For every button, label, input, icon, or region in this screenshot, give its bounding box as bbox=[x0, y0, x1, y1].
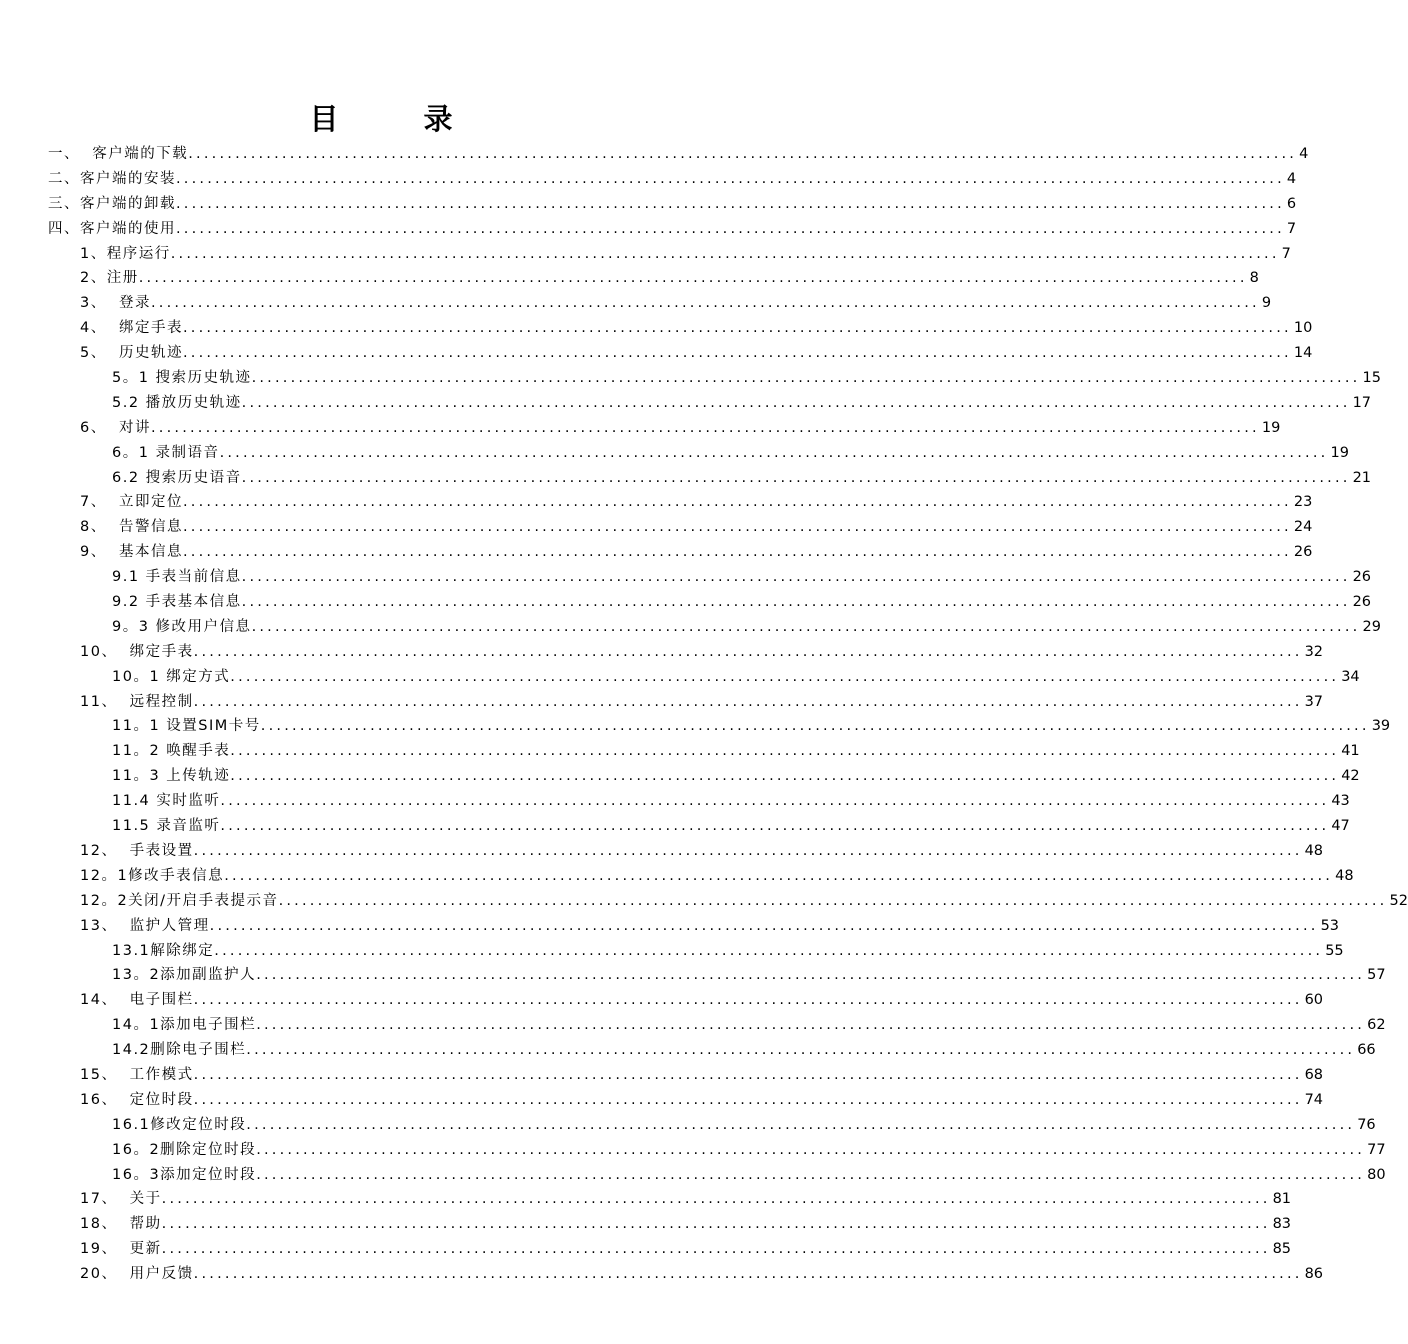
toc-entry[interactable] bbox=[80, 416, 1281, 441]
toc-entry-label: 二、客户端的安装 bbox=[48, 170, 176, 187]
toc-page-number: 21 bbox=[1352, 469, 1372, 486]
toc-entry-label: 5.2 播放历史轨迹 bbox=[112, 394, 242, 411]
toc-leader-dots: .............................................................................................................................................. bbox=[278, 892, 1388, 909]
toc-entry[interactable] bbox=[80, 515, 1313, 540]
toc-page-number: 68 bbox=[1304, 1066, 1324, 1083]
toc-entry[interactable] bbox=[80, 341, 1313, 366]
toc-leader-dots: .............................................................................................................................................. bbox=[246, 1116, 1356, 1133]
toc-leader-dots: .............................................................................................................................................. bbox=[241, 569, 1351, 586]
toc-entry[interactable] bbox=[112, 565, 1372, 590]
toc-entry-label: 12、 手表设置 bbox=[80, 842, 194, 859]
toc-entry-label: 11.5 录音监听 bbox=[112, 818, 221, 835]
toc-page-number: 19 bbox=[1330, 444, 1349, 461]
toc-page-number: 81 bbox=[1272, 1191, 1292, 1208]
toc-leader-dots: .............................................................................................................................................. bbox=[182, 345, 1292, 362]
toc-page-number: 15 bbox=[1362, 370, 1381, 387]
toc-entry-label: 9、 基本信息 bbox=[80, 544, 183, 561]
toc-entry[interactable] bbox=[80, 316, 1313, 341]
toc-page-number: 4 bbox=[1286, 170, 1297, 187]
toc-page-number: 4 bbox=[1299, 146, 1309, 162]
toc-page-number: 80 bbox=[1367, 1166, 1386, 1183]
toc-entry-label: 9.2 手表基本信息 bbox=[112, 594, 242, 611]
toc-entry[interactable] bbox=[48, 167, 1297, 192]
toc-leader-dots: .............................................................................................................................................. bbox=[241, 594, 1351, 611]
toc-page-number: 77 bbox=[1367, 1141, 1386, 1158]
toc-leader-dots: .............................................................................................................................................. bbox=[230, 768, 1340, 785]
toc-entry[interactable] bbox=[112, 739, 1360, 764]
toc-leader-dots: .............................................................................................................................................. bbox=[193, 1266, 1303, 1283]
toc-entry-label: 四、客户端的使用 bbox=[48, 220, 176, 237]
toc-entry[interactable] bbox=[80, 242, 1291, 267]
toc-page-number: 26 bbox=[1352, 569, 1372, 586]
toc-entry[interactable] bbox=[112, 1013, 1386, 1038]
toc-entry-label: 16.1修改定位时段 bbox=[112, 1116, 247, 1133]
toc-entry-label: 9。3 修改用户信息 bbox=[112, 618, 252, 635]
toc-leader-dots: .............................................................................................................................................. bbox=[193, 643, 1303, 660]
toc-entry-label: 10。1 绑定方式 bbox=[112, 668, 231, 685]
toc-leader-dots: .............................................................................................................................................. bbox=[224, 867, 1334, 884]
toc-leader-dots: .............................................................................................................................................. bbox=[182, 519, 1292, 536]
table-of-contents bbox=[0, 142, 1408, 1287]
toc-entry-label: 11、 远程控制 bbox=[80, 693, 194, 710]
toc-entry-label: 5。1 搜索历史轨迹 bbox=[112, 370, 252, 387]
toc-page-number: 26 bbox=[1293, 544, 1313, 561]
toc-leader-dots: .............................................................................................................................................. bbox=[170, 245, 1280, 262]
toc-entry-label: 10、 绑定手表 bbox=[80, 643, 194, 660]
toc-entry[interactable] bbox=[112, 391, 1372, 416]
toc-entry[interactable] bbox=[112, 814, 1350, 839]
toc-leader-dots: .............................................................................................................................................. bbox=[150, 419, 1260, 436]
toc-entry[interactable] bbox=[80, 540, 1313, 565]
toc-entry[interactable] bbox=[112, 1138, 1386, 1163]
toc-entry-label: 三、客户端的卸载 bbox=[48, 195, 176, 212]
toc-entry[interactable] bbox=[48, 217, 1297, 242]
toc-page-number: 17 bbox=[1352, 394, 1372, 411]
toc-entry-label: 11。2 唤醒手表 bbox=[112, 743, 231, 760]
toc-entry[interactable] bbox=[80, 690, 1324, 715]
toc-entry-label: 16、 定位时段 bbox=[80, 1091, 194, 1108]
toc-entry-label: 11。1 设置SIM卡号 bbox=[112, 718, 261, 735]
toc-entry[interactable] bbox=[80, 1237, 1292, 1262]
toc-entry[interactable] bbox=[112, 963, 1386, 988]
toc-leader-dots: .............................................................................................................................................. bbox=[193, 842, 1303, 859]
toc-entry[interactable] bbox=[80, 1088, 1324, 1113]
toc-page-number: 10 bbox=[1293, 320, 1313, 337]
toc-leader-dots: .............................................................................................................................................. bbox=[230, 743, 1340, 760]
toc-entry-label: 6.2 搜索历史语音 bbox=[112, 469, 242, 486]
toc-page-number: 42 bbox=[1341, 768, 1360, 785]
toc-leader-dots: .............................................................................................................................................. bbox=[220, 793, 1330, 810]
toc-page-number: 53 bbox=[1320, 917, 1340, 934]
toc-entry[interactable] bbox=[112, 466, 1372, 491]
toc-entry-label: 9.1 手表当前信息 bbox=[112, 569, 242, 586]
toc-entry[interactable] bbox=[112, 714, 1391, 739]
toc-entry-label: 14、 电子围栏 bbox=[80, 992, 194, 1009]
toc-entry[interactable] bbox=[80, 1187, 1292, 1212]
toc-entry-label: 18、 帮助 bbox=[80, 1216, 162, 1233]
toc-page-number: 57 bbox=[1367, 967, 1386, 984]
toc-leader-dots: .............................................................................................................................................. bbox=[260, 718, 1370, 735]
toc-entry-label: 6。1 录制语音 bbox=[112, 444, 220, 461]
toc-leader-dots: .............................................................................................................................................. bbox=[193, 1066, 1303, 1083]
toc-leader-dots: .............................................................................................................................................. bbox=[251, 618, 1361, 635]
toc-leader-dots: .............................................................................................................................................. bbox=[219, 444, 1329, 461]
toc-entry[interactable] bbox=[80, 490, 1313, 515]
toc-entry-label: 14.2删除电子围栏 bbox=[112, 1042, 247, 1059]
toc-entry-label: 11.4 实时监听 bbox=[112, 793, 221, 810]
toc-entry-label: 5、 历史轨迹 bbox=[80, 345, 183, 362]
toc-leader-dots: .............................................................................................................................................. bbox=[161, 1191, 1271, 1208]
toc-page-number: 86 bbox=[1304, 1266, 1324, 1283]
toc-entry[interactable] bbox=[80, 1262, 1324, 1287]
toc-page-number: 39 bbox=[1371, 718, 1391, 735]
toc-leader-dots: .............................................................................................................................................. bbox=[256, 1166, 1366, 1183]
toc-leader-dots: .............................................................................................................................................. bbox=[256, 1017, 1366, 1034]
toc-page-number: 62 bbox=[1367, 1017, 1386, 1034]
toc-page-number: 24 bbox=[1293, 519, 1313, 536]
toc-page-number: 7 bbox=[1281, 245, 1291, 262]
toc-entry[interactable] bbox=[112, 1163, 1386, 1188]
toc-page-number: 32 bbox=[1304, 643, 1324, 660]
toc-entry[interactable] bbox=[48, 142, 1309, 167]
toc-page-number: 48 bbox=[1335, 867, 1354, 884]
toc-entry-label: 7、 立即定位 bbox=[80, 494, 183, 511]
toc-leader-dots: .............................................................................................................................................. bbox=[193, 992, 1303, 1009]
toc-leader-dots: .............................................................................................................................................. bbox=[176, 220, 1285, 237]
toc-leader-dots: .............................................................................................................................................. bbox=[256, 1141, 1366, 1158]
toc-entry[interactable] bbox=[112, 615, 1381, 640]
toc-page-number: 43 bbox=[1331, 793, 1350, 810]
toc-entry[interactable] bbox=[112, 789, 1350, 814]
toc-leader-dots: .............................................................................................................................................. bbox=[176, 170, 1285, 187]
toc-entry-label: 20、 用户反馈 bbox=[80, 1266, 194, 1283]
toc-entry-label: 8、 告警信息 bbox=[80, 519, 183, 536]
toc-entry-label: 一、 客户端的下载 bbox=[48, 146, 189, 162]
toc-page-number: 9 bbox=[1261, 295, 1272, 312]
toc-page-number: 55 bbox=[1325, 942, 1344, 959]
toc-entry[interactable] bbox=[112, 441, 1349, 466]
toc-entry-label: 12。2关闭/开启手表提示音 bbox=[80, 892, 279, 909]
toc-entry[interactable] bbox=[80, 1212, 1292, 1237]
toc-entry-label: 2、注册 bbox=[80, 270, 139, 287]
toc-entry-label: 13、 监护人管理 bbox=[80, 917, 210, 934]
toc-entry[interactable] bbox=[112, 1038, 1376, 1063]
toc-entry-label: 14。1添加电子围栏 bbox=[112, 1017, 257, 1034]
toc-page-number: 6 bbox=[1286, 195, 1297, 212]
toc-entry[interactable] bbox=[112, 1113, 1376, 1138]
toc-entry[interactable] bbox=[112, 764, 1360, 789]
toc-page-number: 37 bbox=[1304, 693, 1324, 710]
toc-leader-dots: .............................................................................................................................................. bbox=[220, 818, 1330, 835]
toc-leader-dots: .............................................................................................................................................. bbox=[193, 693, 1303, 710]
toc-entry-label: 3、 登录 bbox=[80, 295, 151, 312]
toc-entry-label: 17、 关于 bbox=[80, 1191, 162, 1208]
toc-entry-label: 19、 更新 bbox=[80, 1241, 162, 1258]
toc-entry[interactable] bbox=[80, 1063, 1324, 1088]
toc-leader-dots: .............................................................................................................................................. bbox=[138, 270, 1248, 287]
toc-leader-dots: .............................................................................................................................................. bbox=[182, 320, 1292, 337]
toc-leader-dots: .............................................................................................................................................. bbox=[241, 469, 1351, 486]
toc-page-number: 74 bbox=[1304, 1091, 1324, 1108]
toc-entry-label: 1、程序运行 bbox=[80, 245, 171, 262]
toc-entry[interactable] bbox=[112, 939, 1344, 964]
toc-leader-dots: .............................................................................................................................................. bbox=[214, 942, 1324, 959]
toc-page-number: 41 bbox=[1341, 743, 1360, 760]
toc-entry[interactable] bbox=[80, 889, 1408, 914]
toc-leader-dots: .............................................................................................................................................. bbox=[182, 494, 1292, 511]
toc-page-number: 23 bbox=[1293, 494, 1313, 511]
toc-page-number: 34 bbox=[1341, 668, 1360, 685]
toc-page-number: 8 bbox=[1249, 270, 1259, 287]
toc-leader-dots: .............................................................................................................................................. bbox=[161, 1216, 1271, 1233]
toc-entry[interactable] bbox=[112, 665, 1360, 690]
toc-leader-dots: .............................................................................................................................................. bbox=[150, 295, 1260, 312]
toc-page-number: 47 bbox=[1331, 818, 1350, 835]
toc-leader-dots: .............................................................................................................................................. bbox=[251, 370, 1361, 387]
toc-entry[interactable] bbox=[80, 914, 1340, 939]
toc-entry[interactable] bbox=[80, 291, 1272, 316]
toc-leader-dots: .............................................................................................................................................. bbox=[182, 544, 1292, 561]
toc-leader-dots: .............................................................................................................................................. bbox=[246, 1042, 1356, 1059]
toc-entry-label: 15、 工作模式 bbox=[80, 1066, 194, 1083]
toc-leader-dots: .............................................................................................................................................. bbox=[241, 394, 1351, 411]
toc-entry-label: 16。2删除定位时段 bbox=[112, 1141, 257, 1158]
toc-page-number: 26 bbox=[1352, 594, 1372, 611]
toc-page-number: 52 bbox=[1389, 892, 1408, 909]
toc-entry[interactable] bbox=[80, 640, 1324, 665]
toc-entry[interactable] bbox=[80, 988, 1324, 1013]
toc-entry[interactable] bbox=[80, 864, 1354, 889]
page-title: 目 录 bbox=[309, 102, 481, 137]
toc-entry-label: 6、 对讲 bbox=[80, 419, 151, 436]
toc-entry-label: 11。3 上传轨迹 bbox=[112, 768, 231, 785]
toc-entry[interactable] bbox=[48, 192, 1297, 217]
toc-entry-label: 13。2添加副监护人 bbox=[112, 967, 257, 984]
toc-entry-label: 13.1解除绑定 bbox=[112, 942, 215, 959]
toc-entry-label: 16。3添加定位时段 bbox=[112, 1166, 257, 1183]
toc-leader-dots: .............................................................................................................................................. bbox=[188, 146, 1298, 162]
toc-page-number: 48 bbox=[1304, 842, 1324, 859]
toc-entry[interactable] bbox=[80, 839, 1324, 864]
toc-page-number: 83 bbox=[1272, 1216, 1292, 1233]
toc-entry[interactable] bbox=[80, 266, 1259, 291]
toc-entry[interactable] bbox=[112, 590, 1372, 615]
toc-page-number: 66 bbox=[1357, 1042, 1376, 1059]
toc-page-number: 14 bbox=[1293, 345, 1313, 362]
toc-entry[interactable] bbox=[112, 366, 1381, 391]
toc-leader-dots: .............................................................................................................................................. bbox=[230, 668, 1340, 685]
toc-leader-dots: .............................................................................................................................................. bbox=[176, 195, 1285, 212]
toc-page-number: 19 bbox=[1261, 419, 1281, 436]
toc-entry-label: 4、 绑定手表 bbox=[80, 320, 183, 337]
toc-page-number: 85 bbox=[1272, 1241, 1292, 1258]
toc-page-number: 76 bbox=[1357, 1116, 1376, 1133]
toc-leader-dots: .............................................................................................................................................. bbox=[256, 967, 1366, 984]
toc-page-number: 29 bbox=[1362, 618, 1381, 635]
toc-page-number: 60 bbox=[1304, 992, 1324, 1009]
toc-page-number: 7 bbox=[1286, 220, 1297, 237]
toc-leader-dots: .............................................................................................................................................. bbox=[209, 917, 1319, 934]
toc-leader-dots: .............................................................................................................................................. bbox=[161, 1241, 1271, 1258]
toc-leader-dots: .............................................................................................................................................. bbox=[193, 1091, 1303, 1108]
toc-entry-label: 12。1修改手表信息 bbox=[80, 867, 225, 884]
